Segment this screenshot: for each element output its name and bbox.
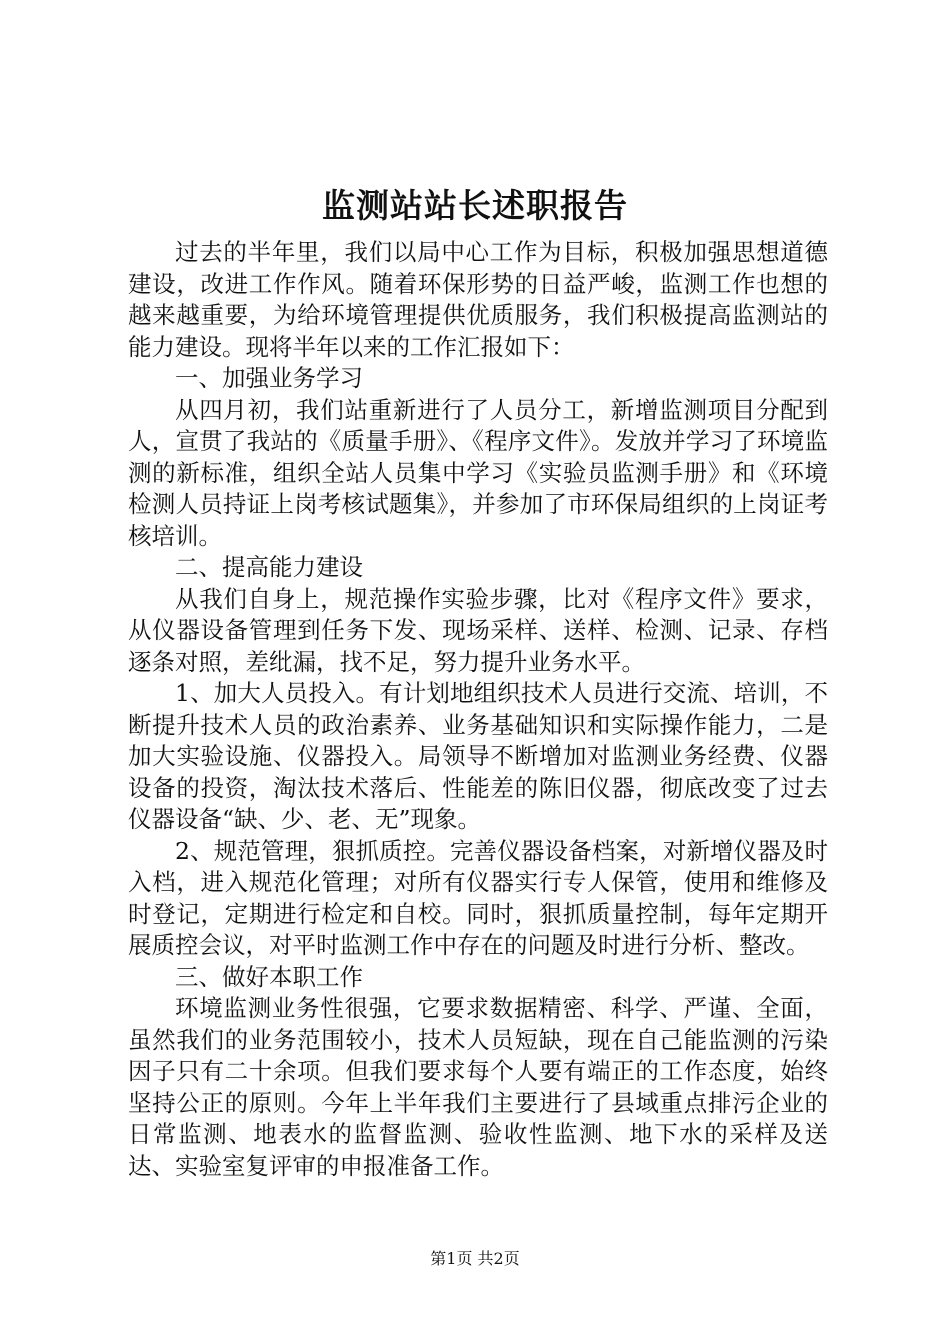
paragraph-staff-investment: 1、加大人员投入。有计划地组织技术人员进行交流、培训，不断提升技术人员的政治素养、业务基础知识和实际操作能力，二是加大实验设施、仪器投入。局领导不断增加对监测业务经费、仪器设备的投资，淘汰技术落后、性能差的陈旧仪器，彻底改变了过去仪器设备“缺、少、老、无”现象。 — [128, 679, 828, 833]
page-title: 监测站站长述职报告 — [322, 186, 628, 225]
document-body — [128, 237, 828, 1182]
paragraph-capacity: 从我们自身上，规范操作实验步骤，比对《程序文件》要求，从仪器设备管理到任务下发、现场采样、送样、检测、记录、存档逐条对照，差纰漏，找不足，努力提升业务水平。 — [128, 584, 828, 676]
section-heading-1: 一、加强业务学习 — [175, 364, 363, 392]
paragraph-quality-control: 2、规范管理，狠抓质控。完善仪器设备档案，对新增仪器及时入档，进入规范化管理；对所有仪器实行专人保管，使用和维修及时登记，定期进行检定和自校。同时，狠抓质量控制，每年定期开展质控会议，对平时监测工作中存在的问题及时进行分析、整改。 — [128, 836, 828, 959]
paragraph-study: 从四月初，我们站重新进行了人员分工，新增监测项目分配到人，宣贯了我站的《质量手册》、《程序文件》。发放并学习了环境监测的新标准，组织全站人员集中学习《实验员监测手册》和《环境检测人员持证上岗考核试题集》，并参加了市环保局组织的上岗证考核培训。 — [128, 395, 828, 550]
paragraph-intro: 过去的半年里，我们以局中心工作为目标，积极加强思想道德建设，改进工作作风。随着环保形势的日益严峻，监测工作也想的越来越重要，为给环境管理提供优质服务，我们积极提高监测站的能力建设。现将半年以来的工作汇报如下： — [128, 238, 828, 361]
page-footer: 第1页 共2页 — [430, 1249, 520, 1268]
paragraph-duties: 环境监测业务性很强，它要求数据精密、科学、严谨、全面，虽然我们的业务范围较小，技术人员短缺，现在自己能监测的污染因子只有二十余项。但我们要求每个人要有端正的工作态度，始终坚持公正的原则。今年上半年我们主要进行了县域重点排污企业的日常监测、地表水的监督监测、验收性监测、地下水的采样及送达、实验室复评审的申报准备工作。 — [128, 994, 828, 1180]
section-heading-3: 三、做好本职工作 — [175, 962, 363, 991]
section-heading-2: 二、提高能力建设 — [175, 553, 363, 581]
